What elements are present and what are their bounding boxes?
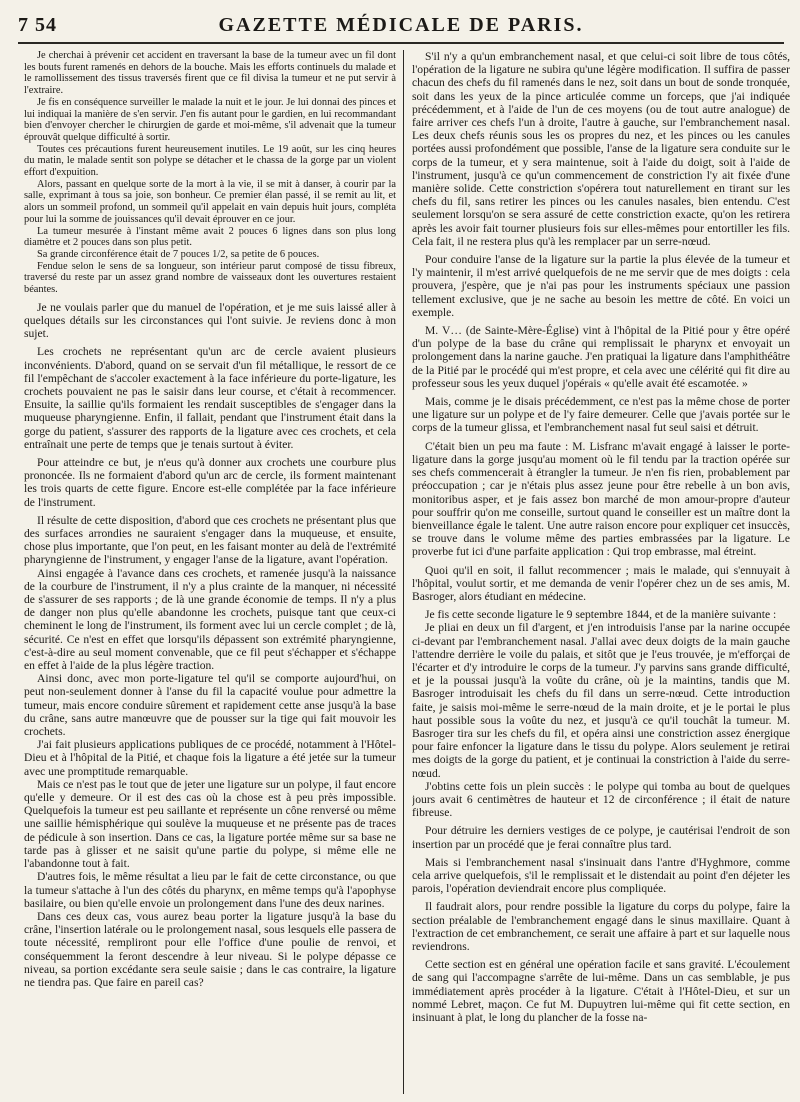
page-number: 7 54 [18,14,57,36]
paragraph: Je ne voulais parler que du manuel de l'opération, et je me suis laissé aller à quelques détails sur les circonstances qui l'ont suivie. Je reviens donc à mon sujet. [24,300,396,341]
paragraph: Je cherchai à prévenir cet accident en traversant la base de la tumeur avec un fil dont les bouts furent ramenés en dehors de la bouche. Mais les efforts continuels du malade et le ramollissement des tissus traversés firent que ce fil divisa la tumeur et ne put servir à l'extraire. [24,50,396,97]
paragraph: Ainsi donc, avec mon porte-ligature tel qu'il se comporte aujourd'hui, on peut non-seulement donner à l'anse du fil la capacité voulue pour admettre la tumeur, mais encore conduire sûrement et rapidement cette anse jusqu'à la base du crâne, sans autre manœuvre que de pousser sur la tige qui fait mouvoir les crochets. [24,672,396,739]
small-print-block [24,50,396,296]
right-column [412,50,790,1094]
paragraph: M. V… (de Sainte-Mère-Église) vint à l'hôpital de la Pitié pour y être opéré d'un polype de la base du crâne qui remplissait le pharynx et envoyait un prolongement dans la narine gauche. J'en pratiquai la ligature dans l'amphithéâtre de la Pitié par le procédé qui m'est propre, et cela avec une célérité qui fit dire au professeur sous les yeux duquel j'opérais « qu'elle avait été escamotée. » [412,324,790,390]
paragraph: Je fis en conséquence surveiller le malade la nuit et le jour. Je lui donnai des pinces et lui indiquai la manière de s'en servir. J'en fis autant pour le gardien, en lui recommandant bien d'envoyer chercher le chirurgien de garde et moi-même, s'il advenait que la tumeur éprouvât quelque difficulté à sortir. [24,96,396,143]
paragraph: C'était bien un peu ma faute : M. Lisfranc m'avait engagé à laisser le porte-ligature dans la gorge jusqu'au moment où le fil tendu par la traction opérée sur ses chefs commencerait à étrangler la tumeur. Je n'en fis rien, probablement par préoccupation ; car je n'étais plus assez jeune pour être rebelle à un bon avis, monitoribus asper, et je fais assez bon marché de mon amour-propre d'auteur pour souffrir qu'on me conseille, surtout quand le conseiller est un maître dont la bienveillance égale le talent. Une autre raison encore pour expliquer cet insuccès, se trouve dans le volume même des parties embrassées par la ligature. Le proverbe fut ici d'une parfaite application : Qui trop embrasse, mal étreint. [412,439,790,559]
paragraph: Pour atteindre ce but, je n'eus qu'à donner aux crochets une courbure plus prononcée. Ils ne formaient d'abord qu'un arc de cercle, ils forment maintenant les trois quarts de cette figure. Encore est-elle complétée par la face inférieure de l'instrument. [24,456,396,509]
paragraph: Il faudrait alors, pour rendre possible la ligature du corps du polype, faire la section préalable de l'embranchement engagé dans le sinus maxillaire. Quant à l'extraction de cet embranchement, ce serait une affaire à part et sur laquelle nous reviendrons. [412,900,790,953]
paragraph: J'obtins cette fois un plein succès : le polype qui tomba au bout de quelques jours avait 6 centimètres de hauteur et 12 de circonférence ; il était de nature fibreuse. [412,779,790,820]
paragraph: Quoi qu'il en soit, il fallut recommencer ; mais le malade, qui s'ennuyait à l'hôpital, voulut sortir, et me demanda de venir l'opérer chez un de ses amis, M. Basroger, alors étudiant en médecine. [412,563,790,603]
paragraph: Les crochets ne représentant qu'un arc de cercle avaient plusieurs inconvénients. D'abord, quand on se servait d'un fil métallique, le ressort de ce fil l'empêchant de s'accoler exactement à la face inférieure du porte-ligature, les crochets pouvaient ne pas le saisir dans leur course, et c'était à recommencer. Ensuite, la saillie qu'ils formaient les rendait susceptibles de s'engager dans la muqueuse pharyngienne. Enfin, il fallait, pendant que l'instrument était dans la gorge du patient, s'assurer des rapports de la ligature avec ces crochets, et cela entraînait une perte de temps que je tenais surtout à éviter. [24,345,396,451]
paragraph: J'ai fait plusieurs applications publiques de ce procédé, notamment à l'Hôtel-Dieu et à l'hôpital de la Pitié, et chaque fois la ligature a été jetée sur la tumeur avec une promptitude remarquable. [24,738,396,778]
paragraph: Alors, passant en quelque sorte de la mort à la vie, il se mit à danser, à courir par la salle, exprimant à tous sa joie, son bonheur. Ce premier élan passé, il se remit au lit, et alors un sommeil profond, un sommeil qu'il appelait en vain depuis huit jours, compléta pour lui la somme de jouissances qu'il devait éprouver en ce jour. [24,178,396,225]
page-title: GAZETTE MÉDICALE DE PARIS. [218,14,584,36]
paragraph: Fendue selon le sens de sa longueur, son intérieur parut composé de tissu fibreux, traversé du reste par un assez grand nombre de vaisseaux dont les ouvertures restaient béantes. [24,260,396,296]
paragraph: Pour conduire l'anse de la ligature sur la partie la plus élevée de la tumeur et l'y maintenir, il m'est arrivé quelquefois de ne me servir que de mes doigts : cela prouvera, j'espère, que je n'ai pas pour les instruments spéciaux une passion tellement exclusive, que je ne sache au besoin les mettre de côté. En voici un exemple. [412,253,790,319]
page-header [18,12,784,44]
paragraph: Je pliai en deux un fil d'argent, et j'en introduisis l'anse par la narine occupée ci-devant par l'embranchement nasal. J'allai avec deux doigts de la main gauche l'attendre derrière le voile du palais, et sitôt que je l'eus trouvée, je m'efforçai de l'écarter et d'y introduire le corps de la tumeur. J'y parvins sans grande difficulté, et je la poussai jusqu'à la voûte du crâne, où je la maintins, tandis que M. Basroger introduisait les chefs du fil dans un serre-nœud. Cette introduction faite, je saisis moi-même le serre-nœud de la main droite, et je le portai le plus haut possible sous la voûte du nez, et jusqu'à ce qu'il touchât la tumeur. M. Basroger tira sur les chefs du fil, et opéra ainsi une constriction assez énergique pour faire enfoncer la ligature dans le tissu du polype. Alors seulement je retirai mes doigts de la gorge du patient, et je continuai la constriction à l'aide du serre-nœud. [412,621,790,780]
paragraph: Pour détruire les derniers vestiges de ce polype, je cautérisai l'endroit de son insertion par un procédé que je ferai connaître plus tard. [412,824,790,851]
paragraph: Mais si l'embranchement nasal s'insinuait dans l'antre d'Hyghmore, comme cela arrive quelquefois, s'il le remplissait et le distendait au point d'en déjeter les parois, l'opération deviendrait encore plus compliquée. [412,855,790,896]
paragraph: Je fis cette seconde ligature le 9 septembre 1844, et de la manière suivante : [425,608,777,622]
paragraph: Mais ce n'est pas le tout que de jeter une ligature sur un polype, il faut encore qu'elle y demeure. Or il est des cas où la chose est à peu près impossible. Quelquefois la tumeur est peu saillante et représente un cône renversé ou même une saillie hémisphérique qui soulève la muqueuse et ne présente pas de traces de pédicule à son insertion. Dans ce cas, la ligature portée même sur sa base ne tarde pas à glisser et ne saisit qu'une partie du polype, si même elle ne l'abandonne tout à fait. [24,777,396,871]
paragraph: Sa grande circonférence était de 7 pouces 1/2, sa petite de 6 pouces. [37,248,320,260]
paragraph: Cette section est en général une opération facile et sans gravité. L'écoulement de sang qui l'accompagne s'arrête de lui-même. Dans un cas semblable, je pus immédiatement après procéder à la ligature. C'était à l'Hôtel-Dieu, et sur un nommé Lebret, maçon. Ce fut M. Dupuytren lui-même qui fit cette section, en insinuant à plat, le long du plancher de la fosse na- [412,958,790,1025]
paragraph: Il résulte de cette disposition, d'abord que ces crochets ne présentant plus que des surfaces arrondies ne sauraient s'engager dans la muqueuse, et ensuite, chose plus importante, que l'on peut, en les faisant monter au delà de l'extrémité pharyngienne de l'instrument, y engager l'anse de la ligature, avant l'opération. [24,513,396,567]
paragraph: Toutes ces précautions furent heureusement inutiles. Le 19 août, sur les cinq heures du matin, le malade sentit son polype se détacher et le chassa de la gorge par un violent effort d'expuition. [24,143,396,179]
paragraph: Ainsi engagée à l'avance dans ces crochets, et ramenée jusqu'à la naissance de la courbure de l'instrument, il n'y a plus crainte de la manquer, ni nécessité de s'assurer de ses rapports ; de là une grande économie de temps. Il n'y a plus de danger non plus qu'elle abandonne les crochets, puisque tant que ceux-ci cheminent le long de l'instrument, ils forment avec lui un cercle complet ; de là, sécurité. Ce n'est en effet que lorsqu'ils dépassent son extrémité pharyngienne, c'est-à-dire au seul moment convenable, que ce fil peut s'échapper et s'échappe en effet à l'aide de la plus légère traction. [24,566,396,673]
paragraph: D'autres fois, le même résultat a lieu par le fait de cette circonstance, ou que la tumeur s'attache à l'un des côtés du pharynx, en même temps qu'à l'apophyse basilaire, ou bien qu'elle envoie un prolongement dans l'une des deux narines. [24,870,396,910]
column-divider [403,50,404,1094]
paragraph: La tumeur mesurée à l'instant même avait 2 pouces 6 lignes dans son plus long diamètre et 2 pouces dans son plus petit. [24,225,396,249]
left-column [24,50,396,1094]
paragraph: Mais, comme je le disais précédemment, ce n'est pas la même chose de porter une ligature sur un polype et de l'y faire demeurer. Celle que j'avais portée sur le corps de la tumeur glissa, et l'embranchement nasal fut seul saisi et détruit. [412,395,790,435]
paragraph: Dans ces deux cas, vous aurez beau porter la ligature jusqu'à la base du crâne, l'insertion latérale ou le prolongement nasal, sous lesquels elle passera de toute nécessité, rempliront pour elle l'office d'une poulie de renvoi, et conséquemment la feront descendre à leur niveau. Si le polype dépasse ce niveau, sa portion excédante sera seule saisie ; dans le cas contraire, la ligature ne tiendra pas. Que faire en pareil cas? [24,909,396,989]
paragraph: S'il n'y a qu'un embranchement nasal, et que celui-ci soit libre de tous côtés, l'opération de la ligature ne subira qu'une légère modification. Il suffira de passer chacun des chefs du fil ramenés dans le nez, soit dans un bout de sonde tronquée, soit dans les yeux de la pince articulée comme un forceps, que j'ai indiquée précédemment, et à l'aide de l'un de ces moyens (ou de tout autre analogue) de faire arriver ces chefs l'un à droite, l'autre à gauche, sur l'embranchement nasal. Les deux chefs réunis sous les os propres du nez, et les pinces ou les canules portées aussi profondément que possible, l'anse de la ligature sera conduite sur le corps de la tumeur, et y sera maintenue, soit à l'aide du doigt, soit à l'aide de l'instrument, jusqu'à ce qu'un commencement de constriction l'y ait fixée d'une manière solide. Cette constriction s'opérera tout naturellement en tirant sur les chefs du fil, sans retirer les pinces ou les canules nasales, bien entendu. C'est seulement lorsqu'on se sera assuré de cette constriction exacte, qu'on les retirera après les avoir fait tourner plusieurs fois sur elles-mêmes pour entortiller les fils. Cela fait, il ne restera plus qu'à les remplacer par un serre-nœud. [412,50,790,248]
